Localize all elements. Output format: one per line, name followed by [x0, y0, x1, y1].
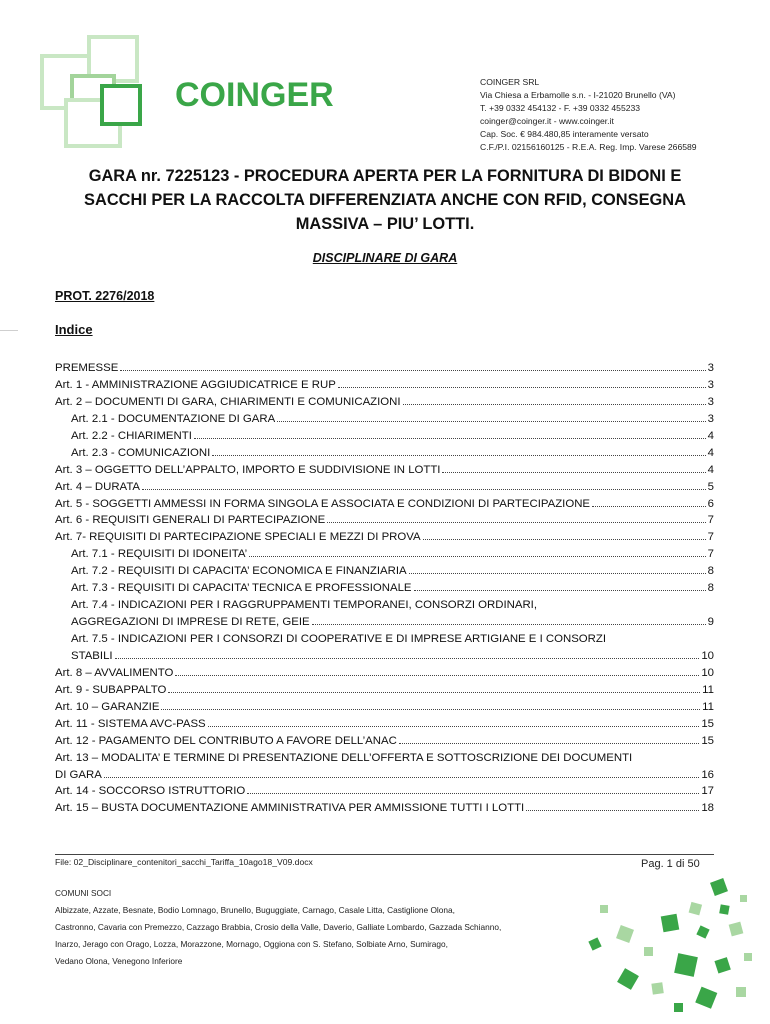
toc-entry[interactable] — [55, 682, 714, 699]
comuni-line: Albizzate, Azzate, Besnate, Bodio Lomnago, Brunello, Buguggiate, Carnago, Casale Litta, Castiglione Olona, — [55, 905, 455, 915]
company-line: C.F./P.I. 02156160125 - R.E.A. Reg. Imp. Varese 266589 — [480, 142, 697, 152]
toc-entry-page: 3 — [707, 362, 714, 374]
toc-entry[interactable] — [55, 614, 714, 631]
decor-square — [617, 968, 639, 990]
toc-entry-label: Art. 2.1 - DOCUMENTAZIONE DI GARA — [71, 412, 276, 425]
toc-entry[interactable] — [55, 563, 714, 580]
toc-entry[interactable] — [55, 800, 714, 817]
footer-filename: File: 02_Disciplinare_contenitori_sacchi_Tariffa_10ago18_V09.docx — [55, 857, 313, 867]
decor-square — [689, 902, 702, 915]
company-info — [480, 76, 697, 154]
decor-square — [644, 947, 653, 956]
toc-entry[interactable] — [55, 699, 714, 716]
comuni-line: Inarzo, Jerago con Orago, Lozza, Morazzone, Mornago, Oggiona con S. Stefano, Solbiate Arno, Sumirago, — [55, 939, 448, 949]
toc-leader-dots — [399, 743, 700, 744]
toc-entry-label: Art. 12 - PAGAMENTO DEL CONTRIBUTO A FAVORE DELL’ANAC — [55, 734, 397, 747]
toc-entry[interactable] — [55, 529, 714, 546]
toc-entry-label: STABILI — [71, 649, 113, 662]
decor-square — [674, 953, 698, 977]
index-heading: Indice — [55, 322, 93, 337]
company-line: Via Chiesa a Erbamolle s.n. - I-21020 Brunello (VA) — [480, 90, 676, 100]
toc-leader-dots — [442, 472, 705, 473]
toc-entry-label: Art. 11 - SISTEMA AVC-PASS — [55, 717, 206, 730]
toc-leader-dots — [423, 539, 706, 540]
decor-square — [674, 1003, 683, 1012]
decor-square — [736, 987, 746, 997]
toc-entry[interactable] — [55, 767, 714, 784]
decor-square — [661, 914, 680, 933]
comuni-soci — [55, 885, 575, 970]
toc-entry-label: Art. 7.2 - REQUISITI DI CAPACITA’ ECONOMICA E FINANZIARIA — [71, 565, 407, 578]
toc-entry-label: Art. 9 - SUBAPPALTO — [55, 683, 167, 696]
decor-square — [616, 925, 634, 943]
toc-leader-dots — [208, 726, 700, 727]
toc-entry-page: 10 — [701, 666, 714, 679]
toc-leader-dots — [277, 421, 705, 422]
toc-entry[interactable] — [55, 377, 714, 394]
toc-leader-dots — [338, 387, 706, 388]
toc-entry-label: Art. 3 – OGGETTO DELL’APPALTO, IMPORTO E SUDDIVISIONE IN LOTTI — [55, 463, 441, 476]
toc-entry-page: 15 — [701, 717, 714, 730]
toc-entry[interactable] — [55, 445, 714, 462]
toc-entry-page: 3 — [707, 412, 714, 425]
toc-entry-label: DI GARA — [55, 768, 102, 781]
footer-divider — [55, 854, 714, 855]
company-line: Cap. Soc. € 984.480,85 interamente versato — [480, 129, 649, 139]
toc-leader-dots — [526, 810, 699, 811]
toc-leader-dots — [168, 692, 700, 693]
toc-entry-page: 11 — [702, 683, 714, 696]
toc-entry-page: 10 — [701, 649, 714, 662]
toc-entry[interactable] — [55, 428, 714, 445]
toc-entry-page: 8 — [707, 582, 714, 595]
toc-entry-page: 4 — [707, 463, 714, 476]
title-line: GARA nr. 7225123 - PROCEDURA APERTA PER LA FORNITURA DI BIDONI E — [88, 167, 682, 185]
document-subtitle: DISCIPLINARE DI GARA — [312, 251, 458, 265]
toc-leader-dots — [592, 506, 706, 507]
decor-square — [714, 957, 730, 973]
toc-leader-dots — [312, 624, 706, 625]
toc-entry[interactable] — [55, 512, 714, 529]
decor-square — [710, 878, 728, 896]
toc-leader-dots — [327, 522, 705, 523]
toc-entry-page: 7 — [707, 514, 714, 527]
toc-leader-dots — [409, 573, 706, 574]
toc-entry-label: Art. 6 - REQUISITI GENERALI DI PARTECIPAZIONE — [55, 514, 326, 527]
toc-entry-page: 18 — [701, 802, 714, 815]
toc-entry-page: 16 — [701, 768, 714, 781]
toc-leader-dots — [142, 489, 706, 490]
toc-leader-dots — [175, 675, 699, 676]
toc-entry-page: 8 — [707, 565, 714, 578]
company-line: coinger@coinger.it - www.coinger.it — [480, 116, 614, 126]
toc-entry-page: 15 — [701, 734, 714, 747]
coinger-logo — [40, 30, 340, 155]
logo-square — [104, 88, 138, 122]
toc-entry[interactable] — [55, 496, 714, 513]
logo-square — [91, 39, 135, 79]
toc-leader-dots — [194, 438, 706, 439]
toc-leader-dots — [403, 404, 706, 405]
decor-square — [719, 904, 729, 914]
toc-entry-page: 17 — [701, 785, 714, 798]
toc-entry-label: Art. 7- REQUISITI DI PARTECIPAZIONE SPECIALI E MEZZI DI PROVA — [55, 531, 421, 544]
toc-leader-dots — [115, 658, 700, 659]
toc-entry-label: PREMESSE — [55, 362, 119, 374]
toc-entry-label: Art. 2.3 - COMUNICAZIONI — [71, 446, 211, 459]
title-line: MASSIVA – PIU’ LOTTI. — [295, 215, 475, 233]
toc-entry-page: 3 — [707, 378, 714, 391]
toc-entry-label: Art. 5 - SOGGETTI AMMESSI IN FORMA SINGOLA E ASSOCIATA E CONDIZIONI DI PARTECIPAZIONE — [55, 497, 591, 510]
logo-wordmark: COINGER — [175, 76, 334, 114]
toc-entry[interactable] — [55, 648, 714, 665]
decor-square — [740, 895, 747, 902]
decor-square — [588, 937, 601, 950]
toc-entry[interactable] — [55, 411, 714, 428]
toc-entry-page: 5 — [707, 480, 714, 493]
toc-entry[interactable] — [55, 479, 714, 496]
decor-square — [695, 987, 717, 1009]
decor-square — [744, 953, 752, 961]
toc-entry-label: Art. 10 – GARANZIE — [55, 700, 160, 713]
page-number: Pag. 1 di 50 — [641, 858, 700, 870]
decor-square — [696, 925, 709, 938]
toc-entry[interactable] — [55, 580, 714, 597]
toc-entry[interactable] — [55, 665, 714, 682]
comuni-line: Vedano Olona, Venegono Inferiore — [55, 956, 183, 966]
toc-entry-page: 4 — [707, 429, 714, 442]
toc-entry-page: 6 — [707, 497, 714, 510]
toc-entry-page: 7 — [707, 531, 714, 544]
protocol-number: PROT. 2276/2018 — [55, 289, 155, 303]
toc-entry-label: Art. 14 - SOCCORSO ISTRUTTORIO — [55, 785, 246, 798]
toc-entry-label: Art. 2.2 - CHIARIMENTI — [71, 429, 192, 442]
table-of-contents — [55, 360, 714, 817]
comuni-line: Castronno, Cavaria con Premezzo, Cazzago Brabbia, Crosio della Valle, Daverio, Galliate Lombardo, Gazzada Schianno, — [55, 922, 502, 932]
toc-entry-label: Art. 2 – DOCUMENTI DI GARA, CHIARIMENTI E COMUNICAZIONI — [55, 395, 401, 408]
toc-entry[interactable] — [55, 360, 714, 377]
toc-entry-label: Art. 7.3 - REQUISITI DI CAPACITA’ TECNICA E PROFESSIONALE — [71, 582, 412, 595]
decor-square — [600, 905, 608, 913]
toc-entry-line[interactable]: Art. 7.4 - INDICAZIONI PER I RAGGRUPPAMENTI TEMPORANEI, CONSORZI ORDINARI, — [71, 599, 538, 612]
decorative-squares — [580, 875, 770, 1024]
title-line: SACCHI PER LA RACCOLTA DIFFERENZIATA ANCHE CON RFID, CONSEGNA — [84, 191, 686, 209]
toc-leader-dots — [249, 556, 706, 557]
document-title — [55, 164, 715, 236]
toc-entry[interactable] — [55, 783, 714, 800]
toc-entry-label: Art. 8 – AVVALIMENTO — [55, 666, 174, 679]
toc-entry-label: Art. 1 - AMMINISTRAZIONE AGGIUDICATRICE E RUP — [55, 378, 336, 391]
margin-mark — [0, 330, 18, 331]
toc-entry-page: 11 — [702, 700, 714, 713]
toc-entry-page: 4 — [707, 446, 714, 459]
comuni-heading: COMUNI SOCI — [55, 888, 112, 898]
toc-leader-dots — [212, 455, 705, 456]
company-line: COINGER SRL — [480, 77, 540, 87]
toc-entry-label: Art. 4 – DURATA — [55, 480, 141, 493]
toc-entry-page: 7 — [707, 548, 714, 561]
toc-entry[interactable] — [55, 716, 714, 733]
toc-entry[interactable] — [55, 462, 714, 479]
toc-entry[interactable] — [55, 546, 714, 563]
toc-entry-page: 9 — [707, 616, 714, 629]
toc-leader-dots — [161, 709, 700, 710]
toc-entry-page: 3 — [707, 395, 714, 408]
toc-entry-line[interactable]: Art. 13 – MODALITA’ E TERMINE DI PRESENTAZIONE DELL’OFFERTA E SOTTOSCRIZIONE DEI DOCUMENTI — [55, 751, 633, 764]
toc-entry-label: Art. 7.1 - REQUISITI DI IDONEITA’ — [71, 548, 248, 561]
toc-entry[interactable] — [55, 394, 714, 411]
company-line: T. +39 0332 454132 - F. +39 0332 455233 — [480, 103, 641, 113]
decor-square — [651, 982, 663, 994]
toc-leader-dots — [247, 793, 699, 794]
decor-square — [729, 922, 744, 937]
toc-leader-dots — [104, 777, 699, 778]
toc-leader-dots — [414, 590, 706, 591]
toc-leader-dots — [120, 370, 705, 371]
toc-entry-line[interactable]: Art. 7.5 - INDICAZIONI PER I CONSORZI DI COOPERATIVE E DI IMPRESE ARTIGIANE E I CONSORZI — [71, 633, 607, 645]
toc-entry-label: Art. 15 – BUSTA DOCUMENTAZIONE AMMINISTRATIVA PER AMMISSIONE TUTTI I LOTTI — [55, 802, 525, 815]
toc-entry[interactable] — [55, 733, 714, 750]
toc-entry-label: AGGREGAZIONI DI IMPRESE DI RETE, GEIE — [71, 616, 310, 629]
